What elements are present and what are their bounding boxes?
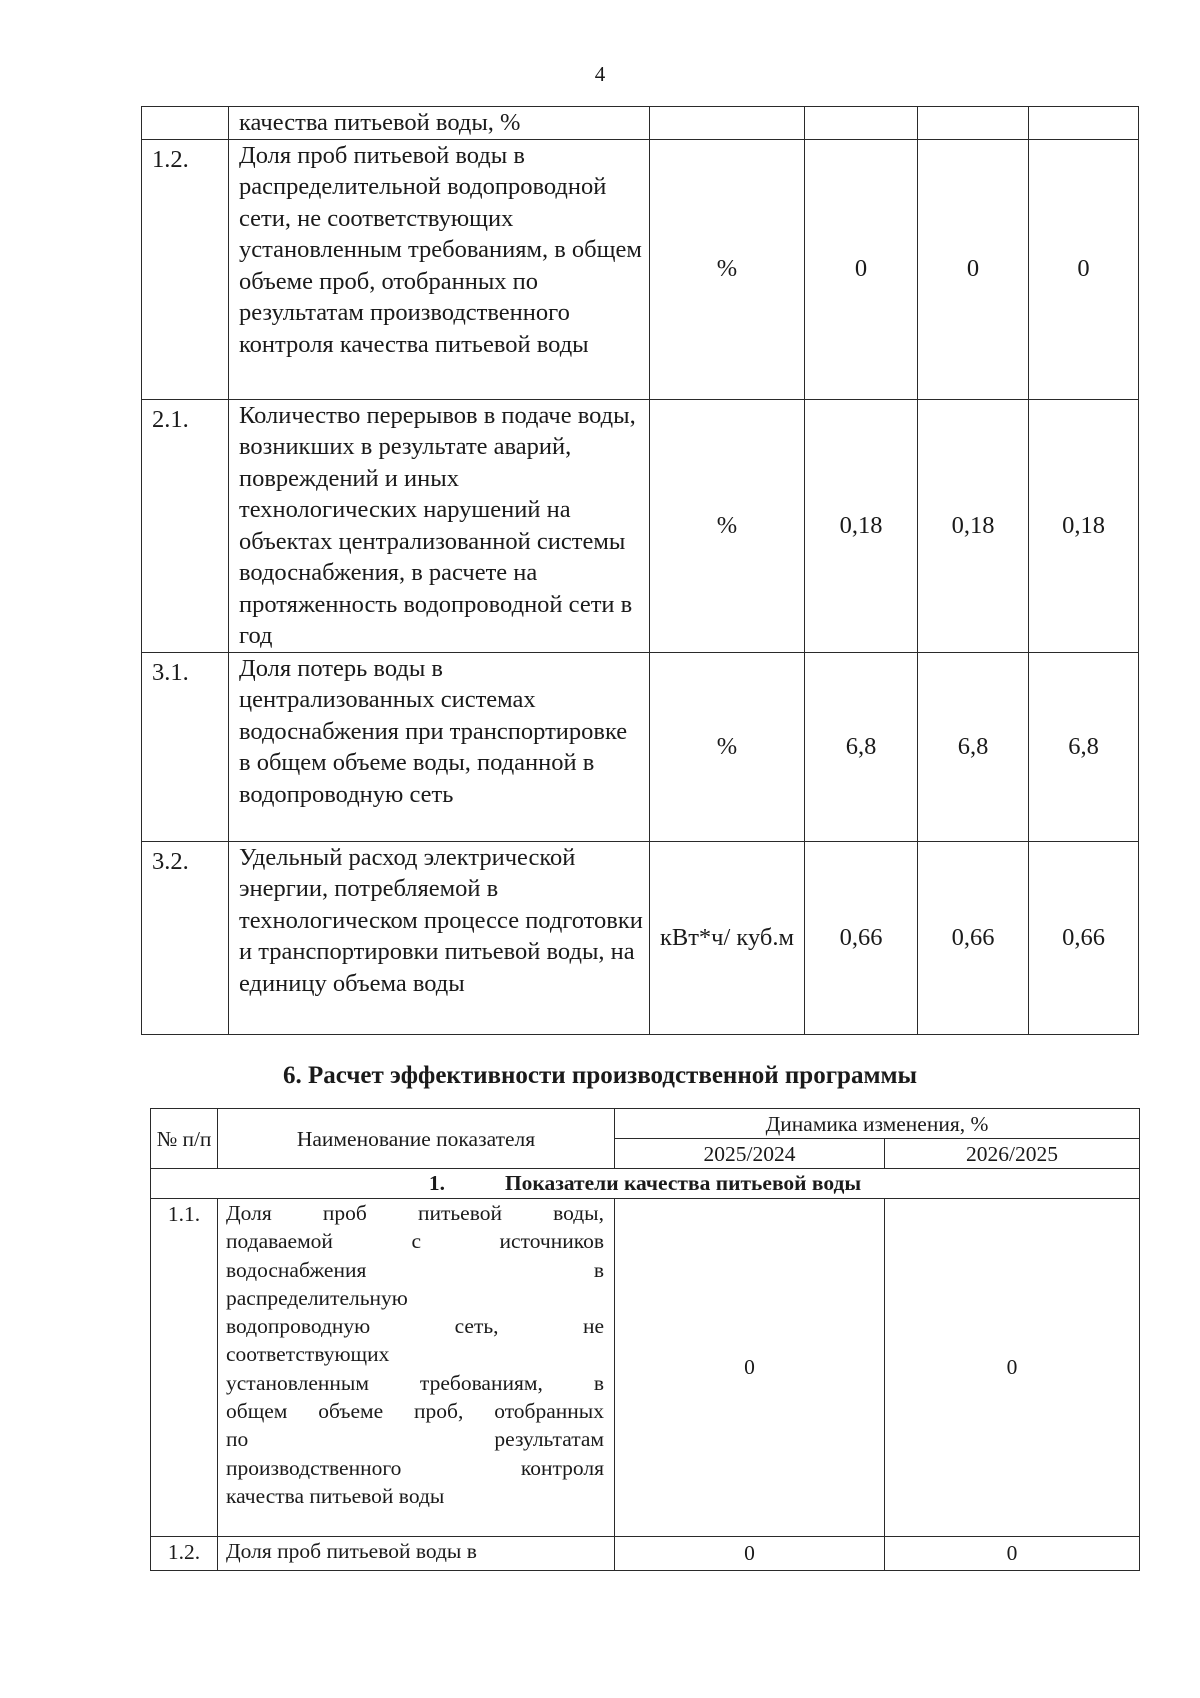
row-number — [142, 107, 229, 140]
indicator-name — [218, 1199, 615, 1537]
indicators-table — [141, 106, 1139, 1035]
header-period-2025-2024: 2025/2024 — [615, 1139, 885, 1169]
value-cell: 6,8 — [918, 652, 1029, 841]
value-cell: 0,66 — [918, 841, 1029, 1034]
indicator-name-line: качества питьевой воды — [226, 1483, 445, 1508]
unit-cell: % — [650, 399, 805, 652]
indicator-name-line: установленным требованиям, в — [226, 1370, 604, 1395]
header-period-2026-2025: 2026/2025 — [885, 1139, 1140, 1169]
unit-cell: кВт*ч/ куб.м — [650, 841, 805, 1034]
value-cell: 0 — [805, 139, 918, 399]
indicator-name: Доля проб питьевой воды в — [218, 1537, 615, 1571]
indicator-name-line: производственного контроля — [226, 1455, 604, 1480]
indicator-name-line: распределительную — [226, 1285, 408, 1310]
table-row — [142, 107, 1139, 140]
indicator-name-line: водопроводную сеть, не — [226, 1314, 604, 1339]
table-row — [151, 1199, 1140, 1537]
unit-cell: % — [650, 139, 805, 399]
value-cell: 0,18 — [1029, 399, 1139, 652]
page-number: 4 — [594, 62, 606, 86]
value-cell: 0 — [615, 1537, 885, 1571]
value-cell: 0 — [885, 1199, 1140, 1537]
value-cell: 0,18 — [918, 399, 1029, 652]
value-cell: 0 — [918, 139, 1029, 399]
row-number: 1.1. — [151, 1199, 218, 1537]
table-row — [151, 1537, 1140, 1571]
row-number: 2.1. — [142, 399, 229, 652]
value-cell: 0,18 — [805, 399, 918, 652]
row-number: 1.2. — [142, 139, 229, 399]
table-row — [142, 399, 1139, 652]
unit-cell: % — [650, 652, 805, 841]
group-row — [151, 1169, 1140, 1199]
table-header-row — [151, 1109, 1140, 1139]
indicator-name-line: Доля проб питьевой воды, — [226, 1201, 604, 1225]
indicator-name: Удельный расход электрической энергии, потребляемой в технологическом процессе подготовки и транспортировки питьевой воды, на единицу объема воды — [229, 841, 650, 1034]
indicator-name-line: соответствующих — [226, 1342, 390, 1367]
header-dynamics: Динамика изменения, % — [615, 1109, 1140, 1139]
header-number: № п/п — [151, 1109, 218, 1169]
value-cell: 0 — [615, 1199, 885, 1537]
section-title: 6. Расчет эффективности производственной программы — [282, 1062, 918, 1089]
row-number: 1.2. — [151, 1537, 218, 1571]
row-number: 3.1. — [142, 652, 229, 841]
header-indicator-name: Наименование показателя — [218, 1109, 615, 1169]
indicator-name-line: по результатам — [226, 1427, 604, 1452]
indicator-name-line: подаваемой с источников — [226, 1229, 604, 1254]
indicator-name: Доля проб питьевой воды в распределительной водопроводной сети, не соответствующих установленным требованиям, в общем объеме проб, отобранных по результатам производственного контроля качества питьевой воды — [229, 139, 650, 399]
value-cell: 0 — [1029, 139, 1139, 399]
table-row — [142, 841, 1139, 1034]
group-title: Показатели качества питьевой воды — [504, 1171, 862, 1195]
value-cell: 0 — [885, 1537, 1140, 1571]
efficiency-table — [150, 1108, 1140, 1571]
row-number: 3.2. — [142, 841, 229, 1034]
indicator-name: Количество перерывов в подаче воды, возникших в результате аварий, повреждений и иных технологических нарушений на объектах централизованной системы водоснабжения, в расчете на протяженность водопроводной сети в год — [229, 399, 650, 652]
indicator-name-line: общем объеме проб, отобранных — [226, 1399, 604, 1424]
value-cell: 6,8 — [805, 652, 918, 841]
table-row — [142, 652, 1139, 841]
indicator-name: Доля потерь воды в централизованных системах водоснабжения при транспортировке в общем объеме воды, поданной в водопроводную сеть — [229, 652, 650, 841]
group-number: 1. — [428, 1171, 445, 1195]
value-cell: 0,66 — [1029, 841, 1139, 1034]
indicator-name-line: водоснабжения в — [226, 1257, 604, 1282]
group-heading — [151, 1169, 1140, 1199]
value-cell: 6,8 — [1029, 652, 1139, 841]
indicator-name: качества питьевой воды, % — [229, 107, 650, 140]
table-row — [142, 139, 1139, 399]
value-cell: 0,66 — [805, 841, 918, 1034]
